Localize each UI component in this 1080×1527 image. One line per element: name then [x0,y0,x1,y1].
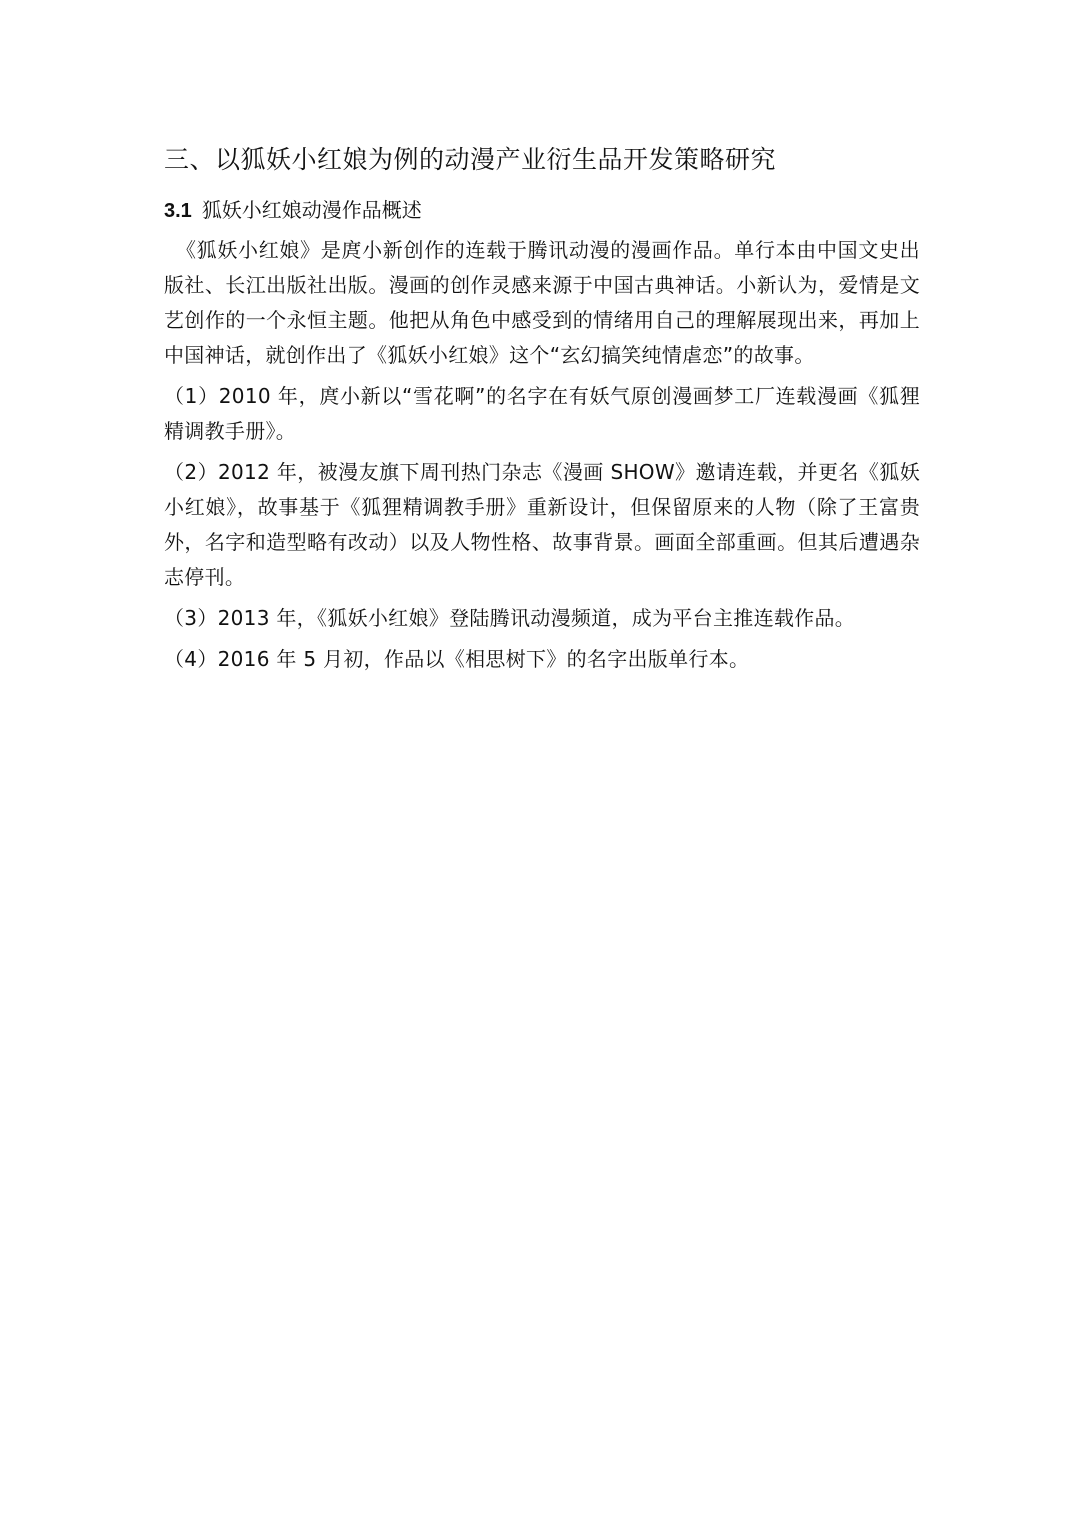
timeline-item-1: （1）2010 年，庹小新以“雪花啊”的名字在有妖气原创漫画梦工厂连载漫画《狐狸精调教手册》。 [164,384,920,443]
section-title: 狐妖小红娘动漫作品概述 [201,198,422,222]
timeline-item-2: （2）2012 年，被漫友旗下周刊热门杂志《漫画 SHOW》邀请连载，并更名《狐妖小红娘》，故事基于《狐狸精调教手册》重新设计，但保留原来的人物（除了王富贵外，名字和造型略有改动）以及人物性格、故事背景。画面全部重画。但其后遭遇杂志停刊。 [164,460,920,589]
section-number: 3.1 [164,200,192,222]
document-body [164,140,920,683]
chapter-title: 三、以狐妖小红娘为例的动漫产业衍生品开发策略研究 [164,145,777,174]
section-heading [164,192,920,229]
timeline-item-4: （4）2016 年 5 月初，作品以《相思树下》的名字出版单行本。 [164,647,750,671]
timeline-item-3: （3）2013 年，《狐妖小红娘》登陆腾讯动漫频道，成为平台主推连载作品。 [164,606,856,630]
intro-paragraph: 《狐妖小红娘》是庹小新创作的连载于腾讯动漫的漫画作品。单行本由中国文史出版社、长江出版社出版。漫画的创作灵感来源于中国古典神话。小新认为，爱情是文艺创作的一个永恒主题。他把从角色中感受到的情绪用自己的理解展现出来，再加上中国神话，就创作出了《狐妖小红娘》这个“玄幻搞笑纯情虐恋”的故事。 [164,238,920,367]
